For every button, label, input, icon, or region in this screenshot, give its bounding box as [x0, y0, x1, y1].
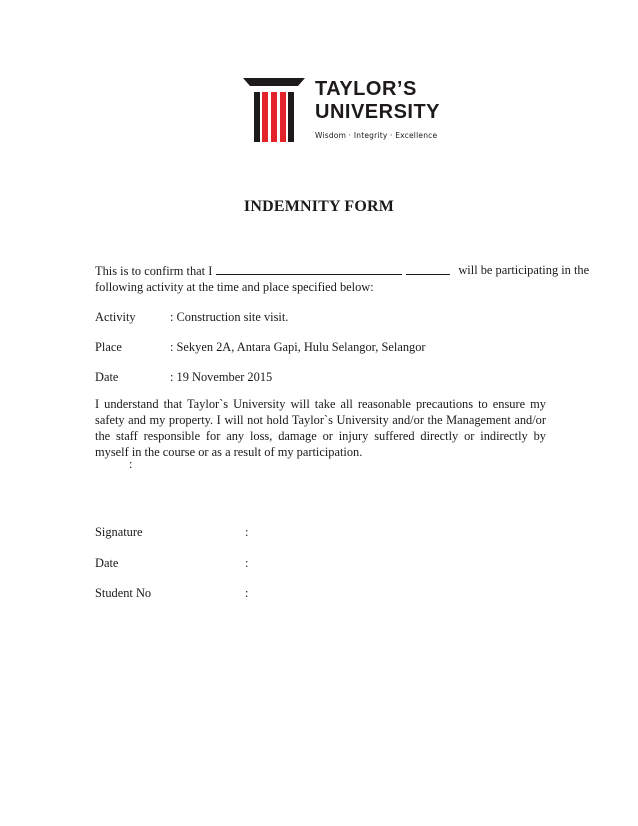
- place-label: Place: [95, 340, 122, 354]
- activity-value: : Construction site visit.: [170, 310, 289, 324]
- signature-colon: :: [245, 525, 249, 539]
- student-no-colon: :: [245, 586, 249, 600]
- logo-tagline: Wisdom · Integrity · Excellence: [315, 131, 438, 140]
- logo-line2: UNIVERSITY: [315, 101, 441, 123]
- date-value: : 19 November 2015: [170, 370, 273, 384]
- intro-text-after: will be participating in the: [458, 263, 590, 277]
- signature-label: Signature: [95, 525, 143, 539]
- intro-paragraph: [95, 262, 590, 295]
- page-title: INDEMNITY FORM: [243, 198, 395, 215]
- name-blank-field[interactable]: [216, 262, 402, 275]
- sign-date-colon: :: [245, 556, 249, 570]
- date-label: Date: [95, 370, 119, 384]
- intro-line2: following activity at the time and place specified below:: [95, 280, 374, 294]
- activity-label: Activity: [95, 310, 136, 324]
- university-crest-icon: [241, 76, 307, 144]
- logo-line1: TAYLOR’S: [315, 78, 417, 100]
- place-value: : Sekyen 2A, Antara Gapi, Hulu Selangor, Selangor: [170, 340, 426, 354]
- stray-colon: :: [129, 457, 133, 471]
- student-no-label: Student No: [95, 586, 152, 600]
- name-blank-extension: [406, 262, 450, 275]
- sign-date-label: Date: [95, 556, 119, 570]
- declaration-paragraph: I understand that Taylor`s University will take all reasonable precautions to ensure my safety and my property. I will not hold Taylor`s University and/or the Management and/or the staff responsible for any loss, damage or injury suffered directly or indirectly by myself in the course or as a result of my participation.: [95, 397, 546, 459]
- taylors-university-logo: [241, 76, 451, 146]
- intro-text-before: This is to confirm that I: [95, 262, 458, 279]
